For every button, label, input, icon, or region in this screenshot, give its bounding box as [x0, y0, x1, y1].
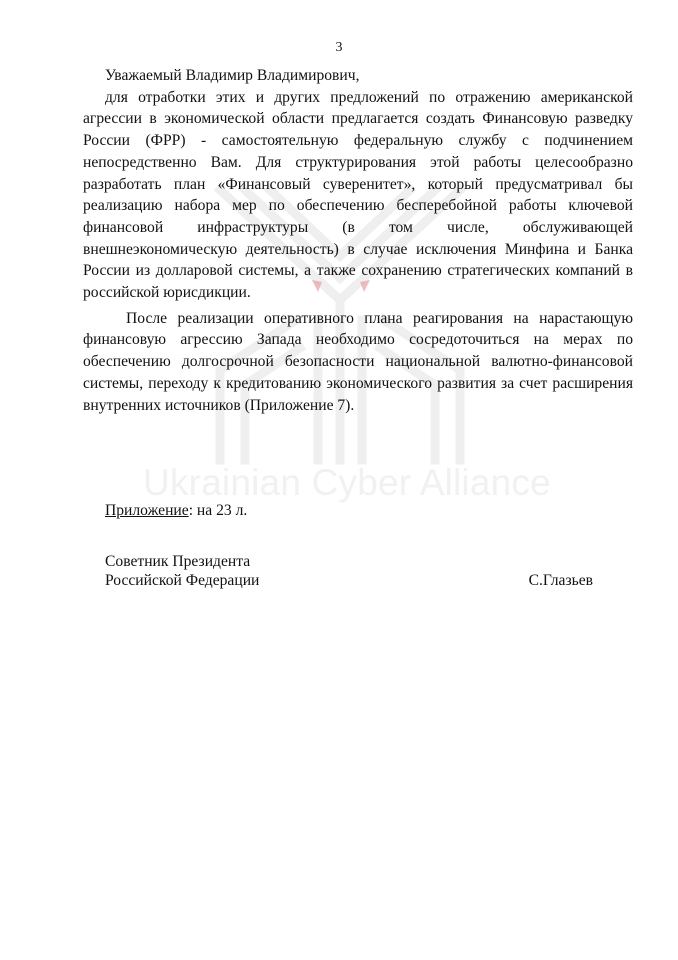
paragraph-1: для отработки этих и других предложений по отражению американской агрессии в экономической области предлагается создать Финансовую разведку России (ФРР) - самостоятельную федеральную службу с подчинением непосредственно Вам. Для структурирования этой работы целесообразно разработать план «Финансовый суверенитет», который предусматривал бы реализацию набора мер по обеспечению бесперебойной работы ключевой финансовой инфраструктуры (в том числе, обслуживающей внешнеэкономическую деятельность) в случае исключения Минфина и Банка России из долларовой системы, а также сохранению стратегических компаний в российской юрисдикции.: [83, 88, 633, 302]
watermark-text: Ukrainian Cyber Alliance: [143, 462, 551, 503]
signature-block: [105, 552, 593, 590]
signatory-title-line-1: Советник Президента: [105, 553, 251, 570]
signatory-title-line-2: Российской Федерации: [105, 572, 260, 589]
attachment-note: [105, 500, 247, 522]
greeting: Уважаемый Владимир Владимирович,: [105, 67, 360, 84]
page-number: 3: [335, 40, 343, 55]
attachment-label: Приложение: [105, 502, 189, 519]
attachment-value: : на 23 л.: [188, 502, 248, 519]
paragraph-2: После реализации оперативного плана реагирования на нарастающую финансовую агрессию Запада необходимо сосредоточиться на мерах по обеспечению долгосрочной безопасности национальной валютно-финансовой системы, переходу к кредитованию экономического развития за счет расширения внутренних источников (Приложение 7).: [83, 309, 633, 414]
signatory-name: С.Глазьев: [528, 572, 593, 589]
letter-body: [83, 65, 633, 416]
